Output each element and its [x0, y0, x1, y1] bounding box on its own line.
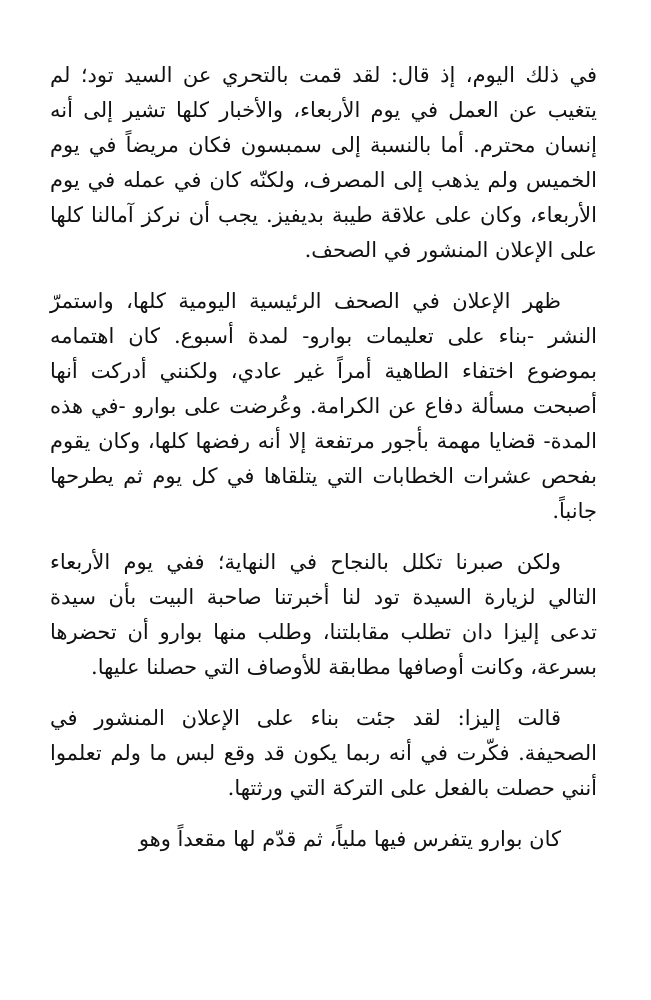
paragraph-1: في ذلك اليوم، إذ قال: لقد قمت بالتحري عن السيد تود؛ لم يتغيب عن العمل في يوم الأربعاء، والأخبار كلها تشير إلى أنه إنسان محترم. أما بالنسبة إلى سمبسون فكان مريضاً في يوم الخميس ولم يذهب إلى المصرف، ولكنّه كان في عمله في يوم الأربعاء، وكان على علاقة طيبة بديفيز. يجب أن نركز آمالنا كلها على الإعلان المنشور في الصحف. — [50, 63, 597, 262]
paragraph-3: ولكن صبرنا تكلل بالنجاح في النهاية؛ ففي يوم الأربعاء التالي لزيارة السيدة تود لنا أخبرتنا صاحبة البيت بأن سيدة تدعى إليزا دان تطلب مقابلتنا، وطلب منها بوارو أن تحضرها بسرعة، وكانت أوصافها مطابقة للأوصاف التي حصلنا عليها. — [50, 550, 597, 679]
paragraph-4: قالت إليزا: لقد جئت بناء على الإعلان المنشور في الصحيفة. فكّرت في أنه ربما يكون قد وقع لبس ما ولم تعلموا أنني حصلت بالفعل على التركة التي ورثتها. — [50, 706, 597, 800]
paragraph-5: كان بوارو يتفرس فيها ملياً، ثم قدّم لها مقعداً وهو — [138, 827, 561, 851]
paragraph-2: ظهر الإعلان في الصحف الرئيسية اليومية كلها، واستمرّ النشر -بناء على تعليمات بوارو- لمدة أسبوع. كان اهتمامه بموضوع اختفاء الطاهية أمراً غير عادي، ولكنني أدركت أنها أصبحت مسألة دفاع عن الكرامة. وعُرضت على بوارو -في هذه المدة- قضايا مهمة بأجور مرتفعة إلا أنه رفضها كلها، وكان يقوم بفحص عشرات الخطابات التي يتلقاها في كل يوم ثم يطرحها جانباً. — [50, 289, 597, 523]
